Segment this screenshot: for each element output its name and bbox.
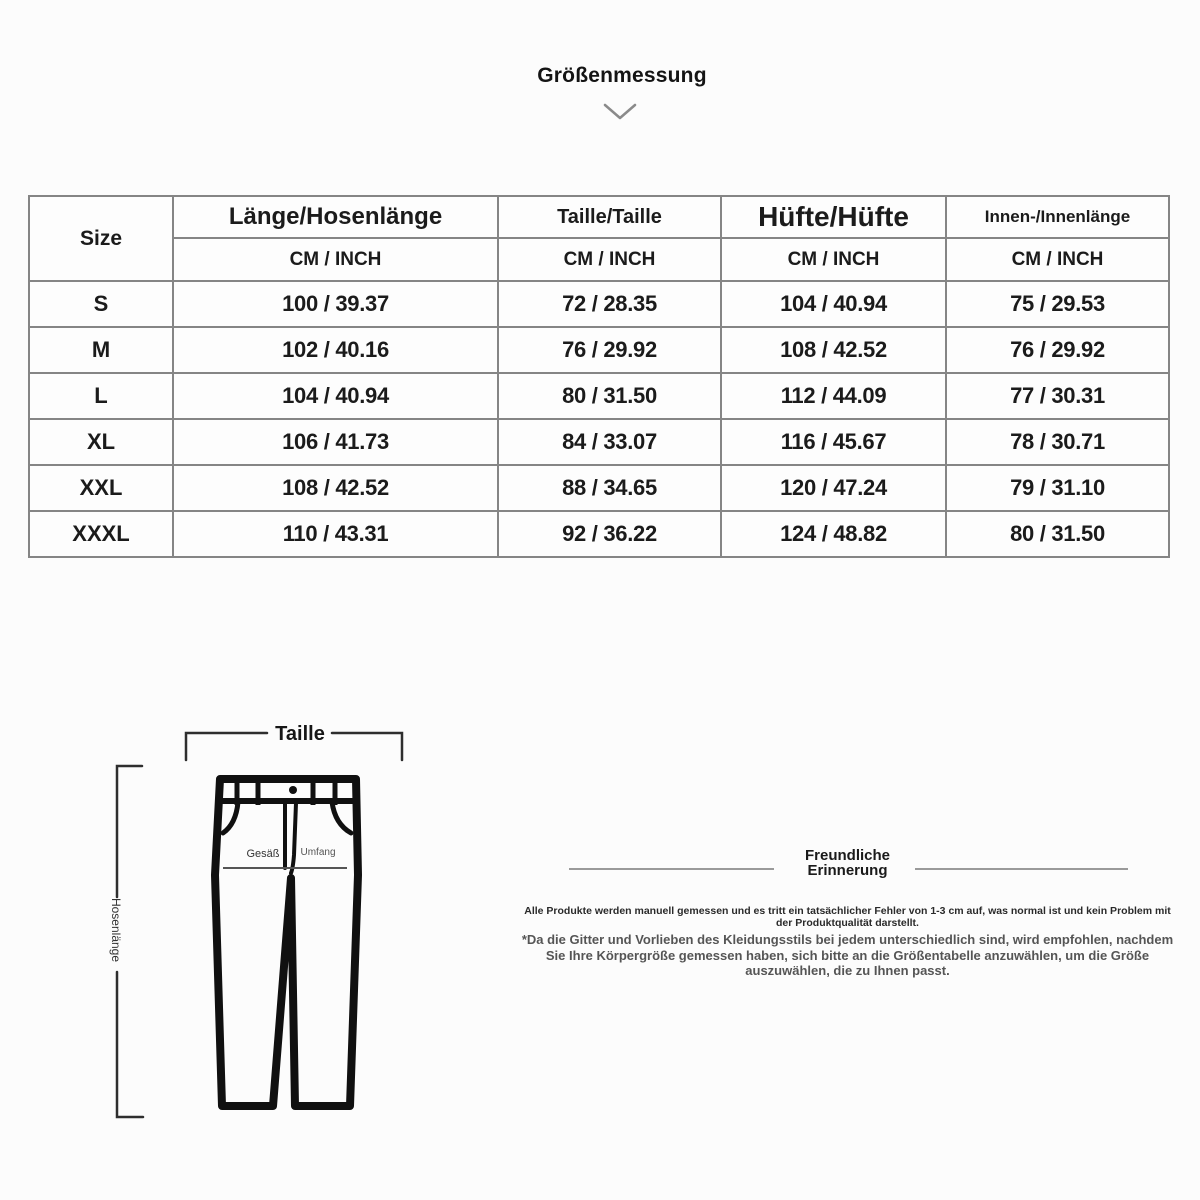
col-header-size: Size bbox=[29, 196, 173, 281]
table-row bbox=[29, 373, 1169, 419]
innen-cell: 77 / 30.31 bbox=[946, 373, 1169, 419]
table-row bbox=[29, 465, 1169, 511]
col-header-huefte: Hüfte/Hüfte bbox=[721, 196, 946, 238]
size-cell: M bbox=[29, 327, 173, 373]
table-row bbox=[29, 419, 1169, 465]
huefte-cell: 116 / 45.67 bbox=[721, 419, 946, 465]
umfang-label: Umfang bbox=[300, 847, 336, 858]
huefte-cell: 124 / 48.82 bbox=[721, 511, 946, 557]
innen-cell: 79 / 31.10 bbox=[946, 465, 1169, 511]
notice-paragraph-1: Alle Produkte werden manuell gemessen und es tritt ein tatsächlicher Fehler von 1-3 cm auf, was normal ist und kein Problem mit der Produktqualität darstellt. bbox=[524, 905, 1171, 929]
laenge-cell: 108 / 42.52 bbox=[173, 465, 498, 511]
size-cell: L bbox=[29, 373, 173, 419]
unit-cell: CM / INCH bbox=[498, 238, 721, 281]
taille-label: Taille bbox=[275, 723, 325, 745]
innen-cell: 75 / 29.53 bbox=[946, 281, 1169, 327]
notice-paragraph-2: *Da die Gitter und Vorlieben des Kleidungsstils bei jedem unterschiedlich sind, wird empfohlen, nachdem Sie Ihre Körpergröße gemessen haben, sich bitte an die Größentabelle anzuwählen, um die Größe auszuwählen, die zu Ihnen passt. bbox=[521, 932, 1174, 978]
size-table bbox=[28, 195, 1170, 558]
huefte-cell: 112 / 44.09 bbox=[721, 373, 946, 419]
chevron-down-icon bbox=[603, 102, 637, 122]
innen-cell: 78 / 30.71 bbox=[946, 419, 1169, 465]
fly-lines bbox=[285, 803, 296, 873]
laenge-cell: 102 / 40.16 bbox=[173, 327, 498, 373]
size-cell: XL bbox=[29, 419, 173, 465]
innen-cell: 76 / 29.92 bbox=[946, 327, 1169, 373]
table-row bbox=[29, 281, 1169, 327]
pants-diagram bbox=[85, 690, 425, 1150]
size-cell: XXXL bbox=[29, 511, 173, 557]
table-row bbox=[29, 511, 1169, 557]
gesaess-label: Gesäß bbox=[246, 848, 280, 860]
button-dot bbox=[289, 786, 297, 794]
unit-cell: CM / INCH bbox=[946, 238, 1169, 281]
innen-cell: 80 / 31.50 bbox=[946, 511, 1169, 557]
col-header-laenge: Länge/Hosenlänge bbox=[173, 196, 498, 238]
notice-heading-line2: Erinnerung bbox=[807, 862, 888, 879]
col-header-innen: Innen-/Innenlänge bbox=[946, 196, 1169, 238]
taille-cell: 88 / 34.65 bbox=[498, 465, 721, 511]
notice-heading bbox=[515, 848, 1180, 878]
huefte-cell: 120 / 47.24 bbox=[721, 465, 946, 511]
taille-cell: 80 / 31.50 bbox=[498, 373, 721, 419]
laenge-cell: 110 / 43.31 bbox=[173, 511, 498, 557]
page-title: Größenmessung bbox=[537, 64, 707, 87]
taille-cell: 72 / 28.35 bbox=[498, 281, 721, 327]
taille-cell: 92 / 36.22 bbox=[498, 511, 721, 557]
taille-cell: 76 / 29.92 bbox=[498, 327, 721, 373]
size-cell: S bbox=[29, 281, 173, 327]
col-header-taille: Taille/Taille bbox=[498, 196, 721, 238]
unit-cell: CM / INCH bbox=[721, 238, 946, 281]
hosenlaenge-label: Hosenlänge bbox=[109, 897, 123, 963]
size-cell: XXL bbox=[29, 465, 173, 511]
notice-heading-line1: Freundliche bbox=[804, 847, 890, 864]
huefte-cell: 108 / 42.52 bbox=[721, 327, 946, 373]
taille-cell: 84 / 33.07 bbox=[498, 419, 721, 465]
huefte-cell: 104 / 40.94 bbox=[721, 281, 946, 327]
table-row bbox=[29, 327, 1169, 373]
unit-cell: CM / INCH bbox=[173, 238, 498, 281]
laenge-cell: 100 / 39.37 bbox=[173, 281, 498, 327]
laenge-cell: 106 / 41.73 bbox=[173, 419, 498, 465]
laenge-cell: 104 / 40.94 bbox=[173, 373, 498, 419]
